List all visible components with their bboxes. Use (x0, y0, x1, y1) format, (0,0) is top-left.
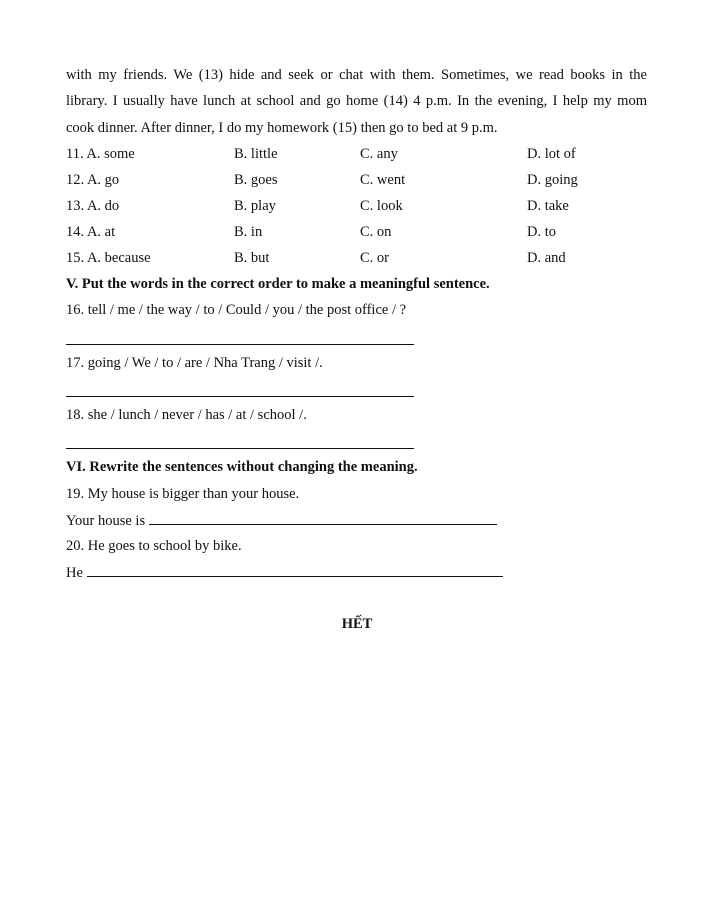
section-5-heading: V. Put the words in the correct order to make a meaningful sentence. (66, 276, 490, 292)
option-c[interactable]: C. any (360, 146, 398, 162)
answer-line-17[interactable] (66, 396, 414, 397)
option-c[interactable]: C. look (360, 198, 403, 214)
answer-line-19[interactable] (149, 510, 497, 525)
rewrite-line-20 (66, 562, 503, 583)
rewrite-prompt-19: Your house is (66, 513, 146, 529)
option-d[interactable]: D. lot of (527, 146, 576, 162)
question-18: 18. she / lunch / never / has / at / school /. (66, 407, 307, 423)
passage-line-1: with my friends. We (13) hide and seek or chat with them. Sometimes, we read books in the (66, 67, 647, 83)
option-c[interactable]: C. on (360, 224, 392, 240)
option-a[interactable]: 13. A. do (66, 198, 120, 214)
answer-line-16[interactable] (66, 344, 414, 345)
option-a[interactable]: 12. A. go (66, 172, 120, 188)
question-19: 19. My house is bigger than your house. (66, 486, 300, 502)
option-d[interactable]: D. going (527, 172, 578, 188)
option-d[interactable]: D. and (527, 250, 566, 266)
question-16: 16. tell / me / the way / to / Could / you / the post office / ? (66, 302, 407, 318)
answer-line-20[interactable] (87, 562, 503, 577)
option-c[interactable]: C. went (360, 172, 406, 188)
option-d[interactable]: D. take (527, 198, 569, 214)
option-a[interactable]: 11. A. some (66, 146, 135, 162)
option-a[interactable]: 15. A. because (66, 250, 151, 266)
reading-passage (66, 62, 647, 141)
option-a[interactable]: 14. A. at (66, 224, 116, 240)
rewrite-prompt-20: He (66, 565, 83, 581)
rewrite-line-19 (66, 510, 497, 531)
question-20: 20. He goes to school by bike. (66, 538, 242, 554)
passage-line-3: cook dinner. After dinner, I do my homework (15) then go to bed at 9 p.m. (66, 119, 498, 136)
option-b[interactable]: B. little (234, 146, 278, 162)
end-marker: HẾT (341, 616, 373, 632)
option-c[interactable]: C. or (360, 250, 389, 266)
answer-line-18[interactable] (66, 448, 414, 449)
option-b[interactable]: B. in (234, 224, 263, 240)
section-6-heading: VI. Rewrite the sentences without changing the meaning. (66, 459, 418, 475)
option-b[interactable]: B. goes (234, 172, 278, 188)
option-b[interactable]: B. play (234, 198, 276, 214)
question-17: 17. going / We / to / are / Nha Trang / visit /. (66, 355, 323, 371)
passage-line-2: library. I usually have lunch at school and go home (14) 4 p.m. In the evening, I help my mom (66, 93, 647, 110)
option-d[interactable]: D. to (527, 224, 556, 240)
option-b[interactable]: B. but (234, 250, 270, 266)
